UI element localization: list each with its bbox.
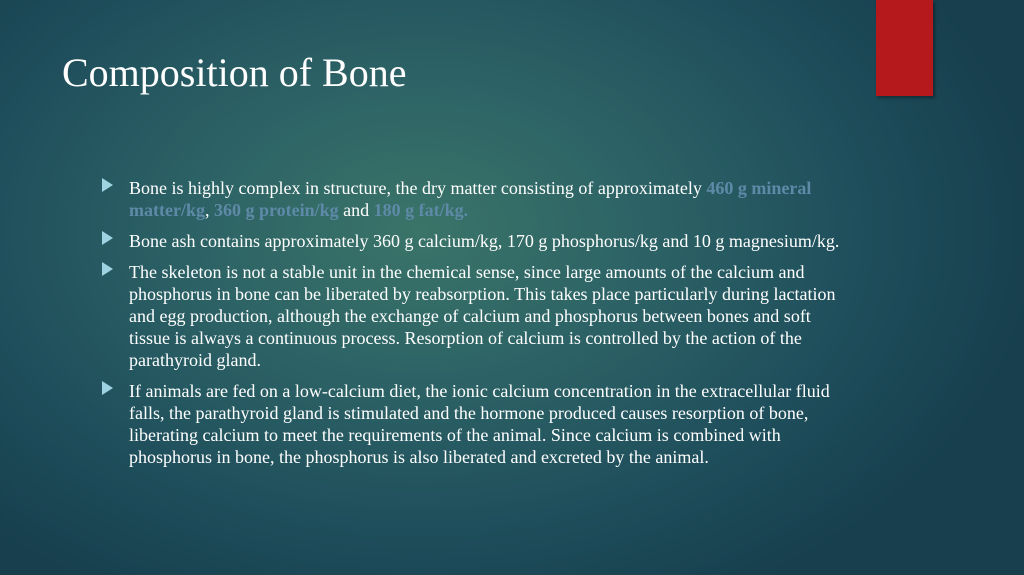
bullet-text: Bone ash contains approximately 360 g calcium/kg, 170 g phosphorus/kg and 10 g magnesium/kg. xyxy=(129,231,840,251)
bullet-text: If animals are fed on a low-calcium diet, the ionic calcium concentration in the extracellular fluid falls, the parathyroid gland is stimulated and the hormone produced causes resorption of bone, liberating calcium to meet the requirements of the animal. Since calcium is combined with phosphorus in bone, the phosphorus is also liberated and excreted by the animal. xyxy=(129,381,830,467)
highlight-mineral: 460 g mineral matter/kg xyxy=(129,178,812,220)
bullet-item xyxy=(100,261,840,371)
highlight-protein: 360 g protein/kg xyxy=(213,200,339,220)
accent-bar xyxy=(876,0,933,96)
triangle-right-icon xyxy=(102,178,113,192)
bullet-item xyxy=(100,230,840,252)
triangle-right-icon xyxy=(102,381,113,395)
separator: , xyxy=(204,200,214,220)
bullet-text: Bone is highly complex in structure, the dry matter consisting of approximately xyxy=(129,178,707,198)
slide-title: Composition of Bone xyxy=(62,50,407,95)
triangle-right-icon xyxy=(102,262,113,276)
highlight-fat: 180 g fat/kg. xyxy=(373,200,469,220)
bullet-item xyxy=(100,177,840,221)
triangle-right-icon xyxy=(102,231,113,245)
separator: and xyxy=(338,200,374,220)
bullet-list xyxy=(100,177,840,477)
bullet-text: The skeleton is not a stable unit in the chemical sense, since large amounts of the calcium and phosphorus in bone can be liberated by reabsorption. This takes place particularly during lactation and egg production, although the exchange of calcium and phosphorus between bones and soft tissue is always a continuous process. Resorption of calcium is controlled by the action of the parathyroid gland. xyxy=(129,262,836,370)
bullet-item xyxy=(100,380,840,468)
